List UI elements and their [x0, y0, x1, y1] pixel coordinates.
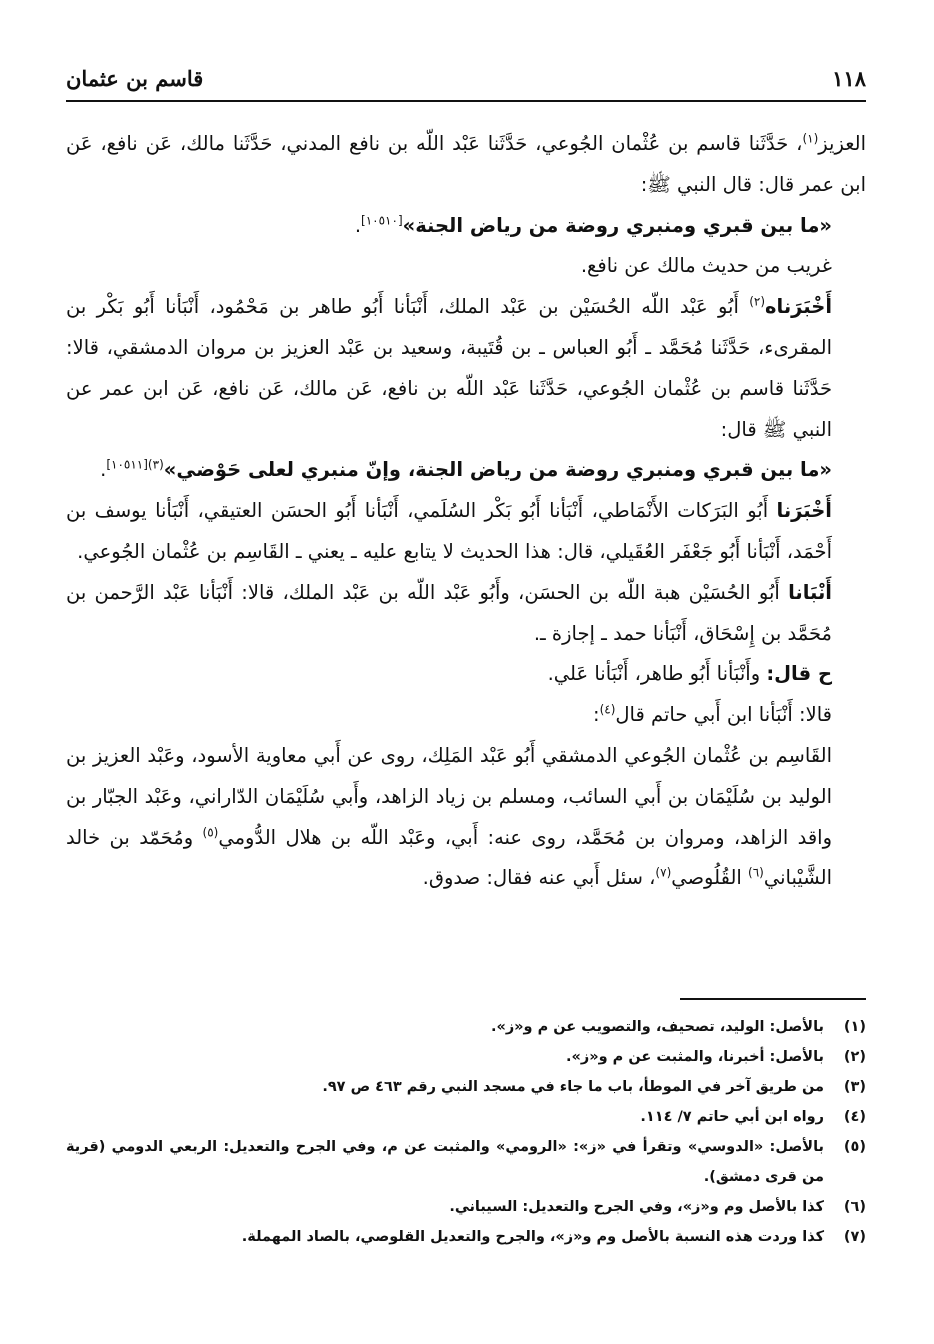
hadith-quote-2 [66, 450, 866, 491]
footnote-7 [66, 1222, 866, 1252]
footnote-number: (١) [843, 1019, 866, 1035]
text-run: وأَنْبَأنا أَبُو طاهر، أَنْبَأنا عَلي. [547, 662, 767, 686]
footnote-separator [680, 998, 866, 1000]
text-run: ، حَدَّثَنا قاسم بن عُثْمان الجُوعي، حَدَّثَنا عَبْد اللّه بن نافع المدني، حَدَّثَنا مالك، عَن نافع، عَن ابن عمر قال: قال النبي ﷺ: [66, 132, 866, 196]
text-run: أَبُو عَبْد اللّه الحُسَيْن بن عَبْد الملك، أَنْبَأنا أَبُو طاهر بن مَحْمُود، أَنْبَأنا أَبُو بَكْر بن المقرىء، حَدَّثَنا مُحَمَّد ـ أَبُو العباس ـ بن قُتَيبة، وسعيد بن عَبْد العزيز بن مروان الدمشقي، قالا: حَدَّثَنا قاسم بن عُثْمان الجُوعي، حَدَّثَنا عَبْد اللّه بن نافع، عَن مالك، عَن نافع، عَن ابن عمر عن النبي ﷺ قال: [66, 295, 832, 441]
main-text [66, 124, 866, 899]
text-run: أَبُو البَرَكات الأَنْمَاطي، أَنْبَأنا أَبُو بَكْر السُلَمي، أَنْبَأنا أَبُو الحسَن العتيقي، أَنْبَأنا يوسف بن أَحْمَد، أَنْبَأنا أَبُو جَعْفَر العُقَيلي، قال: هذا الحديث لا يتابع عليه ـ يعني ـ القَاسِم بن عُثْمان الجُوعي. [66, 499, 832, 563]
header-rule [66, 100, 866, 102]
lead-word: ح قال: [766, 662, 832, 686]
footnote-text: كذا بالأصل وم و«ز»، وفي الجرح والتعديل: السيباني. [449, 1199, 824, 1215]
footnote-text: بالأصل: أخبرنا، والمثبت عن م و«ز». [566, 1049, 824, 1065]
footnote-number: (٦) [843, 1199, 866, 1215]
page-header [66, 62, 866, 94]
page-number: ١١٨ [832, 65, 866, 91]
footnote-ref-2: (٢) [749, 294, 766, 309]
text-run: . [354, 213, 362, 237]
footnote-ref-4: (٤) [599, 702, 616, 717]
footnote-ref-7: (٧) [655, 865, 672, 880]
text-run: القُلُوصي [671, 866, 749, 890]
paragraph-isnad-3 [66, 491, 866, 573]
footnote-2 [66, 1042, 866, 1072]
text-run: قالا: أَنْبَأنا ابن أَبي حاتم قال [615, 703, 832, 727]
footnote-text: كذا وردت هذه النسبة بالأصل وم و«ز»، والجرح والتعديل القلوصي، بالصاد المهملة. [241, 1229, 824, 1245]
text-run: ومُحَمّد بن خالد الشَّيْباني [66, 825, 832, 890]
quote-text: «ما بين قبري ومنبري روضة من رياض الجنة، وإنّ منبري لعلى حَوْضي» [163, 458, 832, 482]
text-run: ، سئل أَبي عنه فقال: صدوق. [422, 866, 656, 890]
paragraph-biography [66, 736, 866, 899]
footnote-ref-5: (٥) [202, 825, 219, 840]
footnote-number: (٤) [843, 1109, 866, 1125]
text-run: . [100, 458, 107, 482]
paragraph-comment: غريب من حديث مالك عن نافع. [580, 254, 832, 278]
footnote-text: من طريق آخر في الموطأ، باب ما جاء في مسجد النبي رقم ٤٦٣ ص ٩٧. [322, 1079, 824, 1095]
paragraph-isnad-4 [66, 573, 866, 655]
footnote-ref-1: (١) [802, 131, 819, 146]
text-run: العزيز [818, 132, 866, 155]
paragraph-isnad-5 [66, 654, 866, 695]
text-run: القَاسِم بن عُثْمان الجُوعي الدمشقي أَبُو عَبْد المَلِك، روى عن أَبي معاوية الأسود، وعَبْد العزيز بن الوليد بن سُلَيْمَان بن أَبي السائب، ومسلم بن زياد الزاهد، وأَبي سُلَيْمَان الدّاراني، وعَبْد الجبّار بن واقد الزاهد، ومروان بن مُحَمَّد، روى عنه: أَبي، وعَبْد اللّه بن هلال الدُّومي [66, 743, 833, 849]
footnote-number: (٢) [843, 1049, 866, 1065]
footnote-3 [66, 1072, 866, 1102]
hadith-number-ref: [١٠٥١١] [106, 457, 148, 472]
footnote-text: رواه ابن أبي حاتم ٧/ ١١٤. [640, 1109, 824, 1125]
hadith-number-ref: [١٠٥١٠] [361, 213, 403, 228]
text-run: أَبُو الحُسَيْن هبة اللّه بن الحسَن، وأَبُو عَبْد اللّه بن عَبْد الملك، قالا: أَنْبَأنا عَبْد الرَّحمن بن مُحَمَّد بن إِسْحَاق، أَنْبَأنا حمد ـ إجازة ـ. [66, 580, 832, 645]
footnotes [66, 1012, 866, 1252]
footnote-number: (٥) [843, 1139, 866, 1155]
footnote-text: بالأصل: «الدوسي» وتقرأ في «ز»: «الرومي» والمثبت عن م، وفي الجرح والتعديل: الربعي الدومي (قرية من قرى دمشق). [66, 1139, 824, 1185]
footnote-number: (٧) [843, 1229, 866, 1245]
footnote-number: (٣) [843, 1079, 866, 1095]
footnote-1 [66, 1012, 866, 1042]
footnote-6 [66, 1192, 866, 1222]
running-title: قاسم بن عثمان [66, 65, 204, 91]
paragraph-isnad-6 [66, 695, 866, 736]
footnote-4 [66, 1102, 866, 1132]
hadith-quote-1 [66, 206, 866, 247]
footnote-ref-3: (٣) [147, 457, 164, 472]
lead-word: أَخْبَرَنا [776, 499, 832, 523]
quote-text: «ما بين قبري ومنبري روضة من رياض الجنة» [402, 213, 832, 237]
lead-word: أَنْبَانا [788, 580, 832, 604]
paragraph-isnad-1 [66, 124, 866, 206]
text-run: : [592, 703, 600, 727]
footnote-ref-6: (٦) [748, 865, 764, 880]
lead-word: أَخْبَرَناه [765, 295, 832, 319]
paragraph-isnad-2 [66, 287, 866, 450]
footnote-5 [66, 1132, 866, 1192]
footnote-text: بالأصل: الوليد، تصحيف، والتصويب عن م و«ز». [490, 1019, 824, 1035]
